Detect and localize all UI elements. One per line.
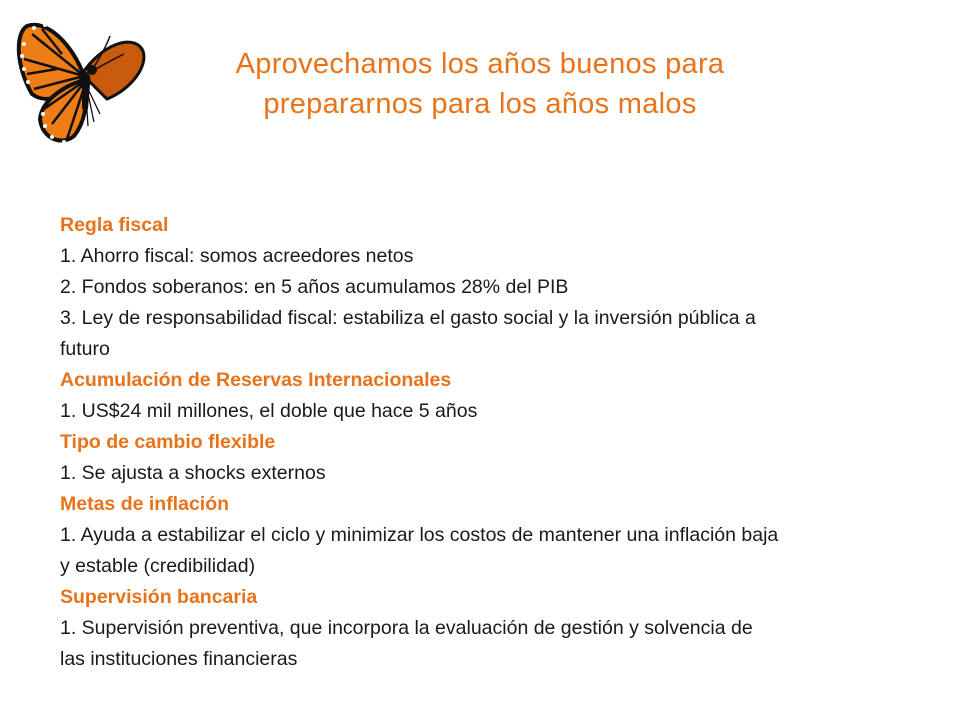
slide-title <box>170 44 790 124</box>
monarch-butterfly-icon <box>12 14 162 154</box>
section-heading-supervision: Supervisión bancaria <box>60 586 258 608</box>
list-item: 1. US$24 mil millones, el doble que hace 5 años <box>60 400 478 422</box>
list-item: 1. Supervisión preventiva, que incorpora la evaluación de gestión y solvencia de las instituciones financieras <box>60 617 753 670</box>
title-line-1: Aprovechamos los años buenos para <box>235 48 725 80</box>
list-item: 3. Ley de responsabilidad fiscal: estabiliza el gasto social y la inversión pública a futuro <box>60 307 756 360</box>
list-item: 1. Ahorro fiscal: somos acreedores netos <box>60 245 414 267</box>
section-heading-reservas: Acumulación de Reservas Internacionales <box>60 369 452 391</box>
title-line-2: prepararnos para los años malos <box>263 88 697 120</box>
list-item: 2. Fondos soberanos: en 5 años acumulamos 28% del PIB <box>60 276 569 298</box>
section-heading-regla-fiscal: Regla fiscal <box>60 214 169 236</box>
list-item: 1. Se ajusta a shocks externos <box>60 462 326 484</box>
section-heading-tipo-cambio: Tipo de cambio flexible <box>60 431 276 453</box>
section-heading-metas-inflacion: Metas de inflación <box>60 493 230 515</box>
list-item: 1. Ayuda a estabilizar el ciclo y minimizar los costos de mantener una inflación baja y estable (credibilidad) <box>60 524 779 577</box>
slide-body <box>60 210 780 675</box>
